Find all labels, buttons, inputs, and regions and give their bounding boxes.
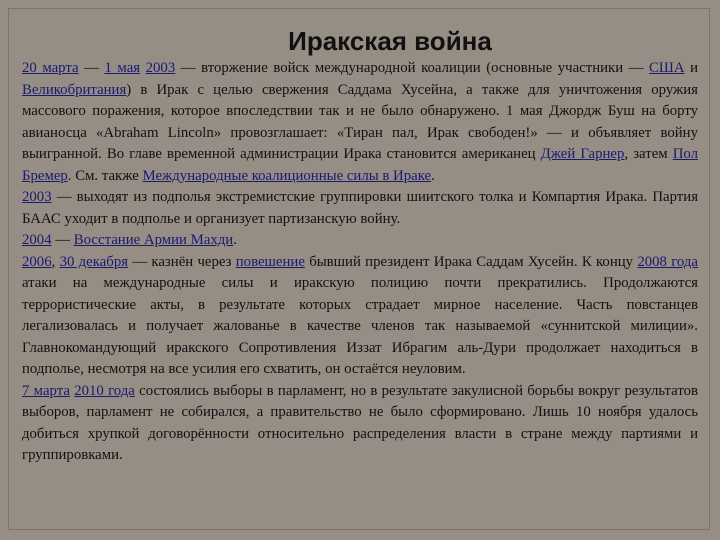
link-paul-bremer[interactable]: Пол Бремер [22,146,699,184]
link-hanging[interactable]: повешение [235,253,305,270]
text-segment: . [431,167,435,184]
link-2008[interactable]: 2008 года [637,253,699,270]
link-coalition-forces[interactable]: Международные коалиционные силы в Ираке [142,167,432,184]
paragraph-2004 [22,230,698,252]
link-20-march[interactable]: 20 марта [22,60,79,76]
link-2003[interactable]: 2003 [145,60,176,76]
link-uk[interactable]: Великобритания [22,81,127,98]
link-2003-b[interactable]: 2003 [22,189,52,205]
text-segment: , затем [624,146,673,162]
link-1-may[interactable]: 1 мая [104,60,141,76]
text-segment: состоялись выборы в парламент, но в результате закулисной борьбы вокруг результатов выборов, парламент не собирался, а правительство не было сформировано. Лишь 10 ноября удалось добиться хрупкой договорённости относительно распределения власти в стране между партиями и группировками. [22,382,699,463]
paragraph-2010 [22,381,698,467]
text-segment: . [233,232,237,248]
text-segment: ) в Ирак с целью свержения Саддама Хусейна, а также для уничтожения оружия массового поражения, которое впоследствии так и не было обнаружено. 1 мая Джордж Буш на борту авианосца «Abraham Lincoln» провозглашает: «Тиран пал, Ирак свободен!» — и объявляет войну выигранной. Во главе временной администрации Ирака становится американец [22,81,698,162]
text-segment: бывший президент Ирака Саддам Хусейн. К концу [304,253,638,270]
text-segment: и [684,60,698,76]
text-segment: атаки на международные силы и иракскую полицию почти прекратились. Продолжаются террористические акты, в результате которых страдает мирное население. Часть повстанцев легализовалась и получает жалованье в качестве членов так называемой «суннитской милиции». Главнокомандующий иракского Сопротивления Иззат Ибрагим аль-Дури продолжает находиться в подполье, несмотря на все усилия его схватить, он остаётся неуловим. [22,275,698,377]
paragraph-2003-underground [22,187,698,230]
paragraph-2006 [22,252,698,381]
link-2010[interactable]: 2010 года [74,382,135,399]
link-7-march[interactable]: 7 марта [22,382,70,399]
paragraph-2003-invasion [22,58,698,187]
page-title: Иракская война [288,26,492,56]
text-segment: — казнён через [128,253,236,270]
article-body [22,58,698,467]
link-2006[interactable]: 2006 [22,253,52,270]
link-30-december[interactable]: 30 декабря [59,253,129,270]
link-jay-garner[interactable]: Джей Гарнер [540,146,625,162]
text-segment: — выходят из подполья экстремистские группировки шиитского толка и Компартия Ирака. Партия БААС уходит в подполье и организует партизанскую войну. [22,189,698,227]
text-segment: . См. также [67,167,143,184]
link-usa[interactable]: США [649,60,685,76]
link-mahdi-uprising[interactable]: Восстание Армии Махди [73,232,234,248]
link-2004[interactable]: 2004 [22,232,52,248]
text-segment: — вторжение войск международной коалиции (основные участники — [175,60,650,76]
text-segment: , [51,253,60,270]
text-segment: — [78,60,105,76]
text-segment: — [51,232,74,248]
